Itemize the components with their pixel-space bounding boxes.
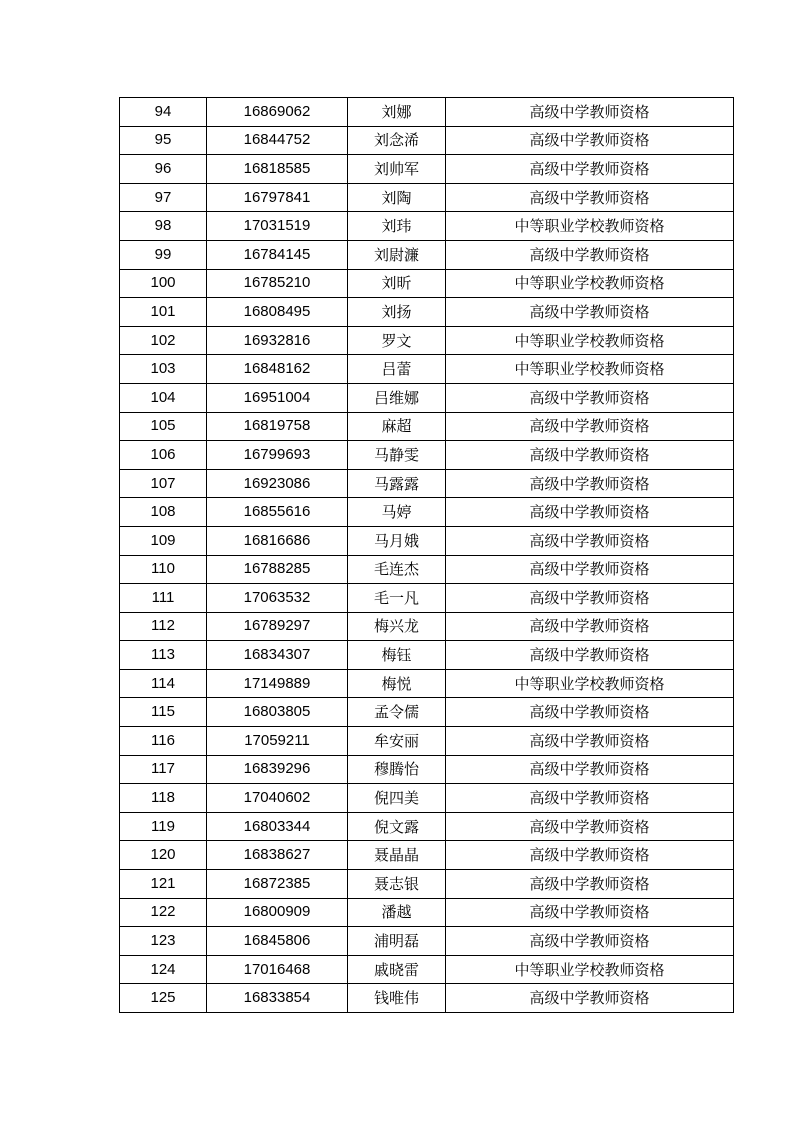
- row-candidate-id: 16838627: [207, 841, 348, 870]
- row-candidate-id: 16839296: [207, 755, 348, 784]
- row-candidate-name: 马月娥: [348, 526, 446, 555]
- row-candidate-name: 毛连杰: [348, 555, 446, 584]
- row-qualification-type: 高级中学教师资格: [446, 469, 734, 498]
- row-candidate-name: 罗文: [348, 326, 446, 355]
- row-candidate-id: 17149889: [207, 669, 348, 698]
- row-candidate-id: 17059211: [207, 727, 348, 756]
- table-row: [120, 698, 734, 727]
- row-candidate-id: 16818585: [207, 155, 348, 184]
- table-row: [120, 269, 734, 298]
- row-qualification-type: 高级中学教师资格: [446, 812, 734, 841]
- row-sequence-number: 102: [120, 326, 207, 355]
- row-candidate-id: 17031519: [207, 212, 348, 241]
- table-row: [120, 240, 734, 269]
- row-candidate-id: 16923086: [207, 469, 348, 498]
- row-qualification-type: 高级中学教师资格: [446, 584, 734, 613]
- row-candidate-name: 梅兴龙: [348, 612, 446, 641]
- row-qualification-type: 高级中学教师资格: [446, 927, 734, 956]
- row-candidate-name: 穆腾怡: [348, 755, 446, 784]
- row-sequence-number: 122: [120, 898, 207, 927]
- row-sequence-number: 97: [120, 183, 207, 212]
- row-candidate-name: 麻超: [348, 412, 446, 441]
- row-qualification-type: 中等职业学校教师资格: [446, 355, 734, 384]
- table-row: [120, 927, 734, 956]
- row-candidate-name: 马婷: [348, 498, 446, 527]
- table-row: [120, 298, 734, 327]
- row-sequence-number: 125: [120, 984, 207, 1013]
- row-candidate-id: 16845806: [207, 927, 348, 956]
- row-sequence-number: 120: [120, 841, 207, 870]
- row-sequence-number: 104: [120, 383, 207, 412]
- row-candidate-name: 潘越: [348, 898, 446, 927]
- row-qualification-type: 高级中学教师资格: [446, 841, 734, 870]
- row-candidate-name: 戚晓雷: [348, 955, 446, 984]
- row-sequence-number: 119: [120, 812, 207, 841]
- table-row: [120, 812, 734, 841]
- row-candidate-id: 16833854: [207, 984, 348, 1013]
- table-row: [120, 669, 734, 698]
- row-qualification-type: 高级中学教师资格: [446, 240, 734, 269]
- row-sequence-number: 111: [120, 584, 207, 613]
- row-sequence-number: 112: [120, 612, 207, 641]
- row-candidate-name: 梅悦: [348, 669, 446, 698]
- row-qualification-type: 中等职业学校教师资格: [446, 269, 734, 298]
- row-candidate-id: 16803344: [207, 812, 348, 841]
- row-sequence-number: 108: [120, 498, 207, 527]
- table-row: [120, 641, 734, 670]
- table-row: [120, 555, 734, 584]
- row-qualification-type: 高级中学教师资格: [446, 984, 734, 1013]
- row-candidate-id: 16784145: [207, 240, 348, 269]
- row-sequence-number: 106: [120, 441, 207, 470]
- row-qualification-type: 中等职业学校教师资格: [446, 669, 734, 698]
- row-qualification-type: 高级中学教师资格: [446, 898, 734, 927]
- row-candidate-id: 16808495: [207, 298, 348, 327]
- row-candidate-name: 毛一凡: [348, 584, 446, 613]
- row-qualification-type: 高级中学教师资格: [446, 698, 734, 727]
- row-candidate-name: 孟令儒: [348, 698, 446, 727]
- row-sequence-number: 110: [120, 555, 207, 584]
- roster-table: [119, 97, 734, 1013]
- row-sequence-number: 123: [120, 927, 207, 956]
- row-candidate-id: 16932816: [207, 326, 348, 355]
- row-candidate-name: 刘尉濂: [348, 240, 446, 269]
- row-qualification-type: 高级中学教师资格: [446, 183, 734, 212]
- table-row: [120, 212, 734, 241]
- row-qualification-type: 中等职业学校教师资格: [446, 955, 734, 984]
- row-candidate-id: 16789297: [207, 612, 348, 641]
- row-candidate-name: 聂晶晶: [348, 841, 446, 870]
- table-row: [120, 727, 734, 756]
- row-candidate-id: 16819758: [207, 412, 348, 441]
- row-sequence-number: 95: [120, 126, 207, 155]
- table-row: [120, 841, 734, 870]
- row-sequence-number: 99: [120, 240, 207, 269]
- row-sequence-number: 101: [120, 298, 207, 327]
- row-candidate-id: 16816686: [207, 526, 348, 555]
- row-candidate-name: 马静雯: [348, 441, 446, 470]
- row-sequence-number: 118: [120, 784, 207, 813]
- row-candidate-name: 聂志银: [348, 870, 446, 899]
- row-candidate-name: 钱唯伟: [348, 984, 446, 1013]
- row-candidate-id: 17063532: [207, 584, 348, 613]
- table-row: [120, 498, 734, 527]
- row-qualification-type: 高级中学教师资格: [446, 383, 734, 412]
- row-candidate-name: 刘玮: [348, 212, 446, 241]
- row-candidate-id: 16869062: [207, 98, 348, 127]
- row-qualification-type: 高级中学教师资格: [446, 98, 734, 127]
- row-sequence-number: 116: [120, 727, 207, 756]
- row-candidate-name: 刘扬: [348, 298, 446, 327]
- row-candidate-id: 16799693: [207, 441, 348, 470]
- table-row: [120, 155, 734, 184]
- row-sequence-number: 94: [120, 98, 207, 127]
- table-row: [120, 355, 734, 384]
- table-row: [120, 326, 734, 355]
- row-candidate-id: 17040602: [207, 784, 348, 813]
- row-candidate-id: 16951004: [207, 383, 348, 412]
- table-row: [120, 898, 734, 927]
- row-candidate-id: 16797841: [207, 183, 348, 212]
- roster-table-body: [120, 98, 734, 1013]
- row-candidate-name: 刘念浠: [348, 126, 446, 155]
- row-qualification-type: 高级中学教师资格: [446, 441, 734, 470]
- row-qualification-type: 高级中学教师资格: [446, 784, 734, 813]
- row-qualification-type: 高级中学教师资格: [446, 870, 734, 899]
- row-sequence-number: 107: [120, 469, 207, 498]
- table-row: [120, 784, 734, 813]
- row-candidate-name: 刘帅军: [348, 155, 446, 184]
- row-candidate-id: 17016468: [207, 955, 348, 984]
- row-sequence-number: 121: [120, 870, 207, 899]
- row-sequence-number: 114: [120, 669, 207, 698]
- table-row: [120, 755, 734, 784]
- row-candidate-name: 刘陶: [348, 183, 446, 212]
- row-sequence-number: 115: [120, 698, 207, 727]
- row-qualification-type: 高级中学教师资格: [446, 498, 734, 527]
- row-qualification-type: 高级中学教师资格: [446, 126, 734, 155]
- table-row: [120, 870, 734, 899]
- row-candidate-id: 16844752: [207, 126, 348, 155]
- row-sequence-number: 103: [120, 355, 207, 384]
- row-sequence-number: 98: [120, 212, 207, 241]
- table-row: [120, 984, 734, 1013]
- table-row: [120, 441, 734, 470]
- row-qualification-type: 高级中学教师资格: [446, 412, 734, 441]
- row-candidate-name: 刘娜: [348, 98, 446, 127]
- row-candidate-name: 牟安丽: [348, 727, 446, 756]
- row-qualification-type: 高级中学教师资格: [446, 555, 734, 584]
- row-qualification-type: 高级中学教师资格: [446, 727, 734, 756]
- row-candidate-name: 吕蕾: [348, 355, 446, 384]
- table-row: [120, 469, 734, 498]
- row-candidate-id: 16848162: [207, 355, 348, 384]
- row-sequence-number: 113: [120, 641, 207, 670]
- row-sequence-number: 117: [120, 755, 207, 784]
- row-qualification-type: 高级中学教师资格: [446, 298, 734, 327]
- row-candidate-id: 16803805: [207, 698, 348, 727]
- row-candidate-name: 刘昕: [348, 269, 446, 298]
- row-sequence-number: 96: [120, 155, 207, 184]
- row-candidate-id: 16855616: [207, 498, 348, 527]
- row-candidate-id: 16788285: [207, 555, 348, 584]
- row-candidate-id: 16834307: [207, 641, 348, 670]
- row-sequence-number: 100: [120, 269, 207, 298]
- row-candidate-name: 浦明磊: [348, 927, 446, 956]
- row-qualification-type: 高级中学教师资格: [446, 755, 734, 784]
- row-qualification-type: 高级中学教师资格: [446, 612, 734, 641]
- row-candidate-name: 倪四美: [348, 784, 446, 813]
- table-row: [120, 612, 734, 641]
- row-candidate-name: 马露露: [348, 469, 446, 498]
- row-candidate-name: 倪文露: [348, 812, 446, 841]
- table-row: [120, 584, 734, 613]
- row-qualification-type: 中等职业学校教师资格: [446, 326, 734, 355]
- table-row: [120, 383, 734, 412]
- row-candidate-name: 吕维娜: [348, 383, 446, 412]
- table-row: [120, 412, 734, 441]
- row-qualification-type: 高级中学教师资格: [446, 526, 734, 555]
- table-row: [120, 183, 734, 212]
- row-sequence-number: 109: [120, 526, 207, 555]
- row-candidate-id: 16785210: [207, 269, 348, 298]
- row-candidate-id: 16800909: [207, 898, 348, 927]
- table-row: [120, 955, 734, 984]
- row-candidate-id: 16872385: [207, 870, 348, 899]
- row-qualification-type: 高级中学教师资格: [446, 641, 734, 670]
- row-candidate-name: 梅钰: [348, 641, 446, 670]
- row-sequence-number: 105: [120, 412, 207, 441]
- table-row: [120, 126, 734, 155]
- table-row: [120, 98, 734, 127]
- table-row: [120, 526, 734, 555]
- row-qualification-type: 高级中学教师资格: [446, 155, 734, 184]
- row-sequence-number: 124: [120, 955, 207, 984]
- row-qualification-type: 中等职业学校教师资格: [446, 212, 734, 241]
